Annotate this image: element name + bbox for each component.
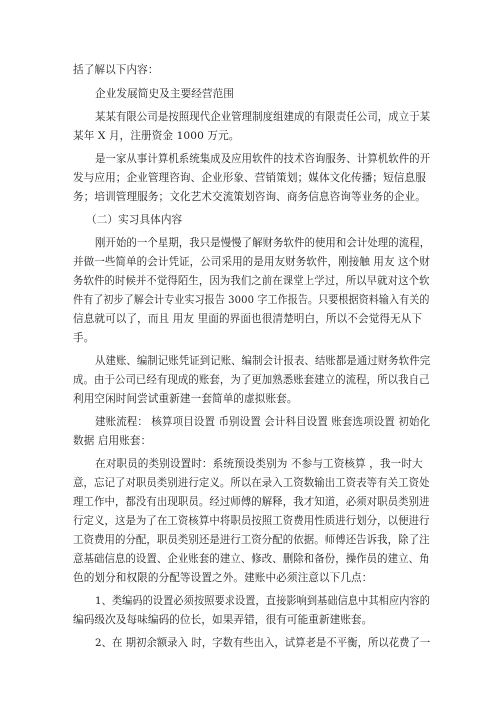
text-line: 建账流程： 核算项目设置 币别设置 会计科目设置 账套选项设置 初始化	[95, 416, 431, 428]
text-line: 是一家从事计算机系统集成及应用软件的技术咨询服务、计算机软件的开	[95, 153, 431, 165]
text-line: 某某有限公司是按照现代企业管理制度组建成的有限责任公司，成立于某	[95, 111, 431, 123]
text-line: 1、类编码的设置必须按照要求设置，直接影响到基础信息中其相应内容的	[95, 595, 431, 607]
text-line: 务；培训管理服务；文化艺术交流策划咨询、商务信息咨询等业务的企业。	[73, 191, 426, 203]
text-line: 编码级次及每味编码的位长，如果弄错，很有可能重新建账套。	[73, 614, 373, 626]
section-heading: 企业发展简史及主要经营范围	[95, 88, 235, 100]
text-line: 件有了初步了解会计专业实习报告 3000 字工作报告。只要根据资料输入有关的	[73, 294, 430, 306]
text-line: 从建账、编制记账凭证到记账、编制会计报表、结账都是通过财务软件完	[95, 355, 431, 367]
text-line: 2、在 期初余额录入 时，字数有些出入，试算老是不平衡，所以花费了一	[95, 637, 431, 649]
text-line: 手。	[73, 332, 95, 344]
text-line: 某年 X 月，注册资金 1000 万元。	[73, 130, 240, 142]
text-line: 行定义，这是为了在工资核算中将职员按照工资费用性质进行划分，以便进行	[73, 515, 430, 527]
text-line: 在对职员的类别设置时：系统预设类别为 不参与工资核算 ，我一时大	[95, 458, 423, 470]
text-line: 成。由于公司已经有现成的账套，为了更加熟悉账套建立的流程，所以我自己	[73, 374, 430, 386]
text-line: 意，忘记了对职员类别进行定义。所以在录入工资数输出工资表等有关工资处	[73, 477, 430, 489]
text-line: 利用空闲时间尝试重新建一套简单的虚拟账套。	[73, 393, 298, 405]
text-line: 信息就可以了，而且 用友 里面的界面也很清楚明白，所以不会觉得无从下	[73, 313, 423, 325]
text-line: 务软件的时候并不觉得陌生，因为我们之前在课堂上学过，所以早就对这个软	[73, 275, 430, 287]
text-line: 括了解以下内容：	[73, 64, 159, 76]
text-line: 数据 启用账套：	[73, 435, 152, 447]
text-line: 工资费用的分配，职员类别还是进行工资分配的依据。师傅还告诉我，除了注	[73, 534, 430, 546]
text-line: 刚开始的一个星期，我只是慢慢了解财务软件的使用和会计处理的流程，	[95, 237, 431, 249]
section-heading: （二）实习具体内容	[86, 214, 183, 226]
text-line: 意基础信息的设置、企业账套的建立、修改、删除和备份，操作员的建立、角	[73, 553, 430, 565]
text-line: 色的划分和权限的分配等设置之外。建账中必须注意以下几点：	[73, 572, 373, 584]
text-line: 发与应用；企业管理咨询、企业形象、营销策划；媒体文化传播；短信息服	[73, 172, 426, 184]
text-line: 理工作中，都没有出现职员。经过师傅的解释，我才知道，必须对职员类别进	[73, 496, 430, 508]
text-line: 并做一些简单的会计凭证，公司采用的是用友财务软件，刚接触 用友 这个财	[73, 256, 430, 268]
